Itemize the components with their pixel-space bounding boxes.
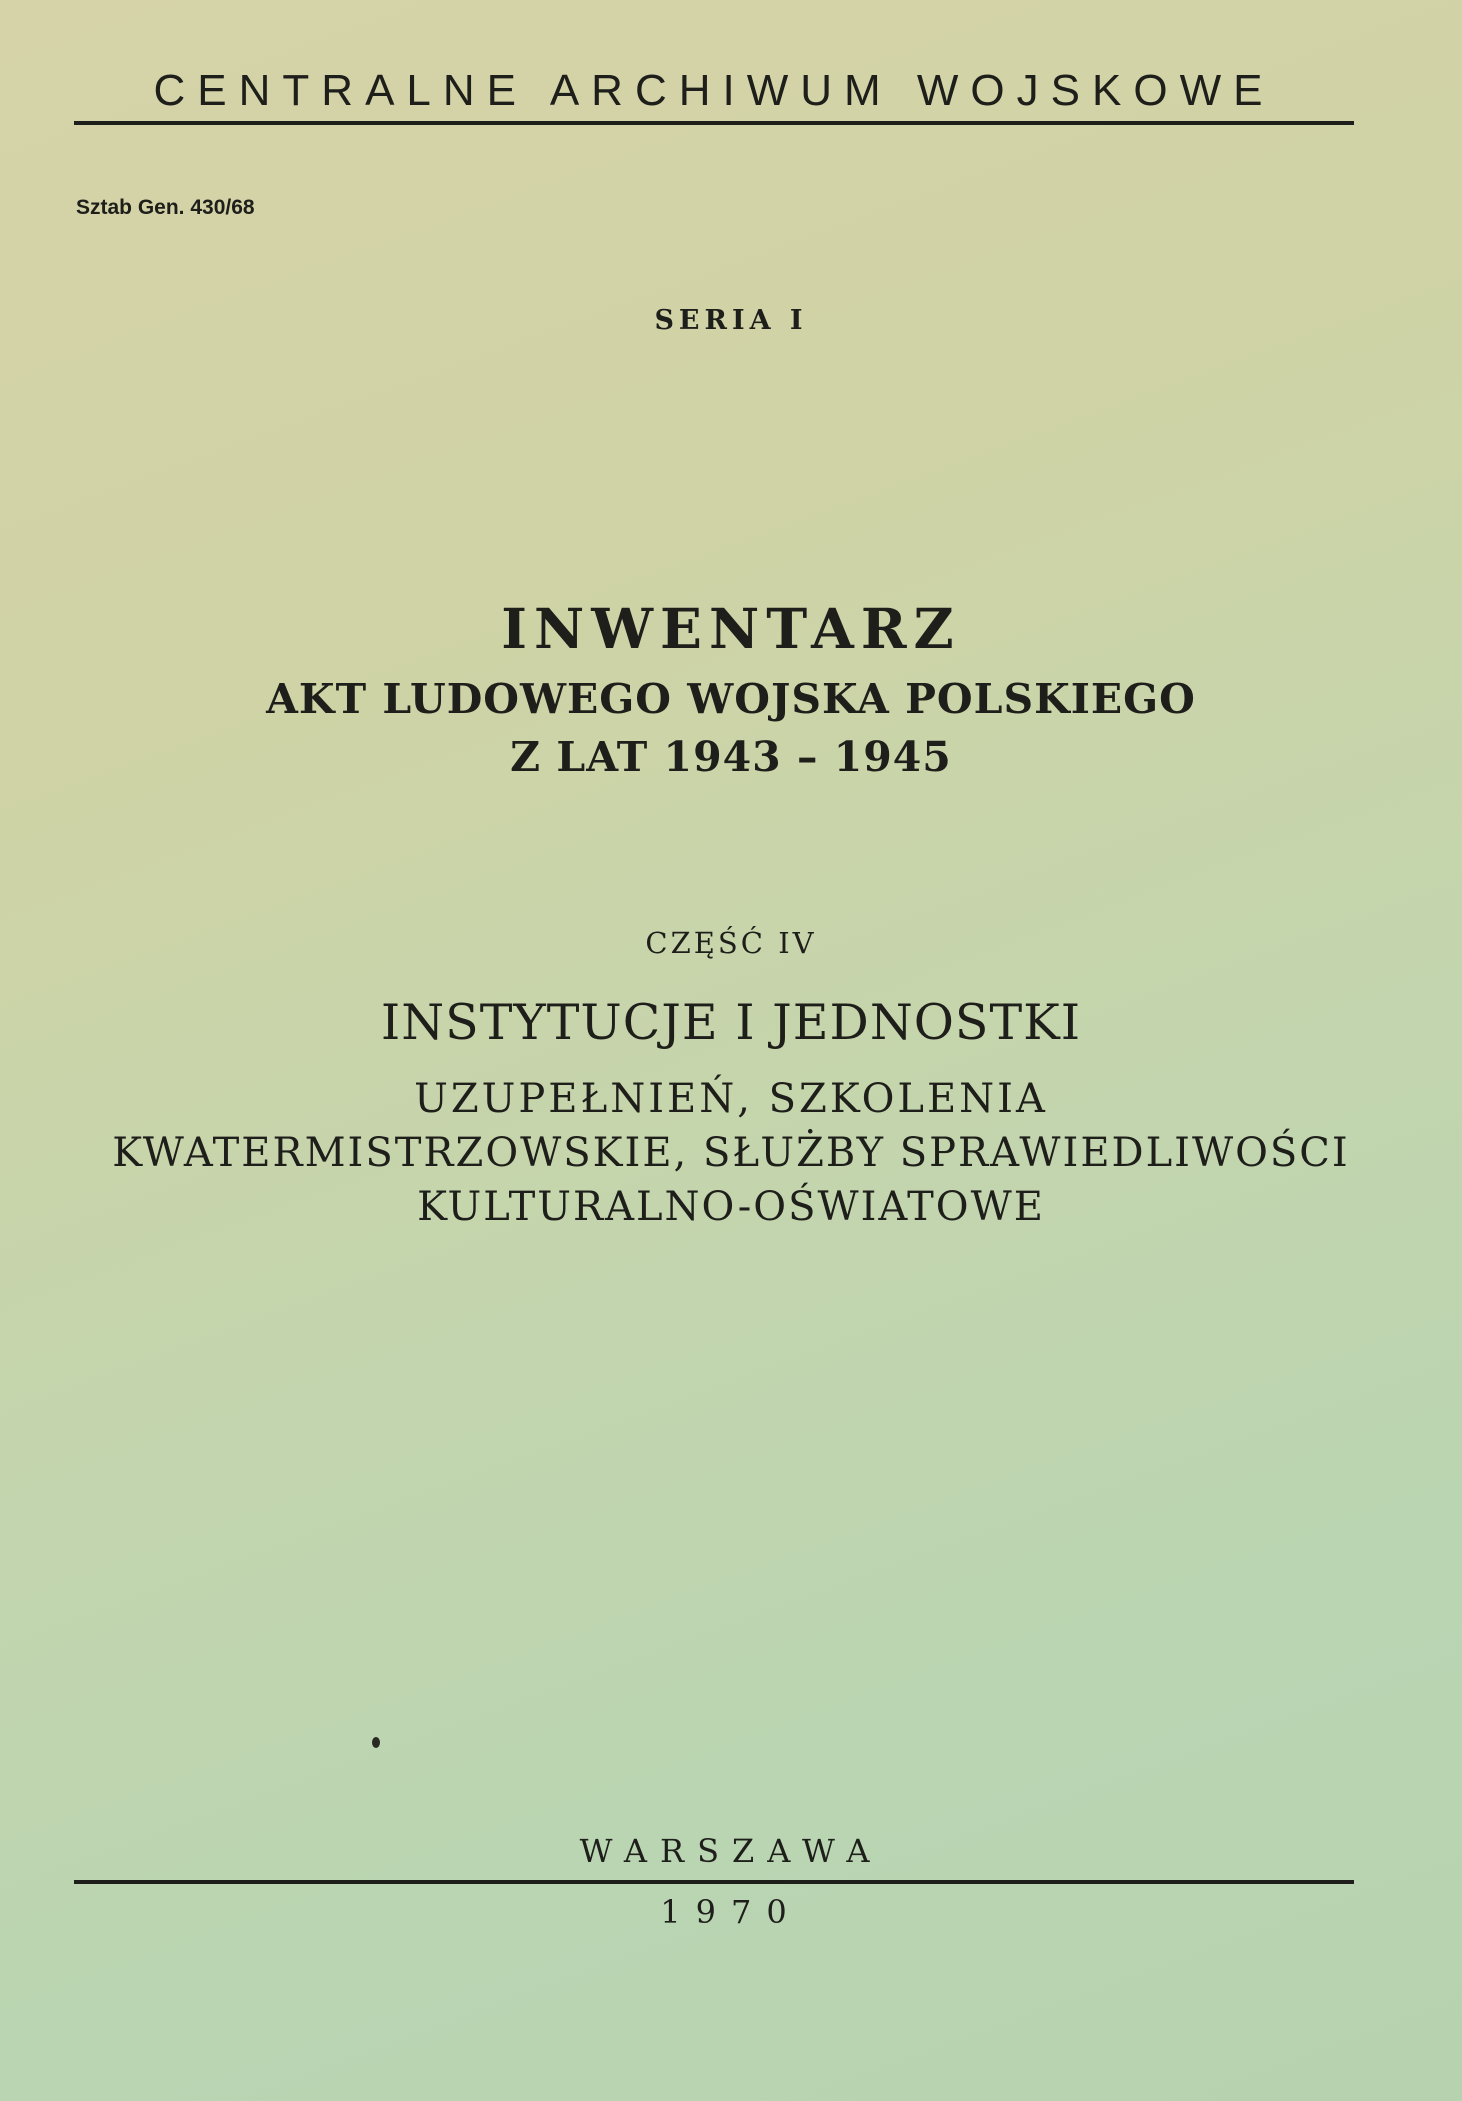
archive-name: CENTRALNE ARCHIWUM WOJSKOWE xyxy=(153,66,1275,115)
part-label: CZĘŚĆ IV xyxy=(645,926,817,960)
part-subtitle-line-3: KULTURALNO-OŚWIATOWE xyxy=(417,1184,1045,1230)
part-title: INSTYTUCJE I JEDNOSTKI xyxy=(380,994,1082,1051)
series-label: SERIA I xyxy=(654,305,808,336)
part-subtitle-line-1: UZUPEŁNIEŃ, SZKOLENIA xyxy=(414,1076,1048,1122)
bottom-rule xyxy=(74,1880,1354,1884)
publication-year: 1970 xyxy=(660,1893,802,1931)
top-rule xyxy=(74,121,1354,125)
paper-speck xyxy=(372,1737,380,1748)
document-title: INWENTARZ xyxy=(501,596,961,661)
publication-city: WARSZAWA xyxy=(579,1832,883,1870)
part-subtitle-line-2: KWATERMISTRZOWSKIE, SŁUŻBY SPRAWIEDLIWOŚCI xyxy=(112,1130,1350,1176)
title-subtitle-line-2: Z LAT 1943 – 1945 xyxy=(510,733,952,781)
reference-number: Sztab Gen. 430/68 xyxy=(76,196,255,219)
title-subtitle-line-1: AKT LUDOWEGO WOJSKA POLSKIEGO xyxy=(266,675,1196,723)
